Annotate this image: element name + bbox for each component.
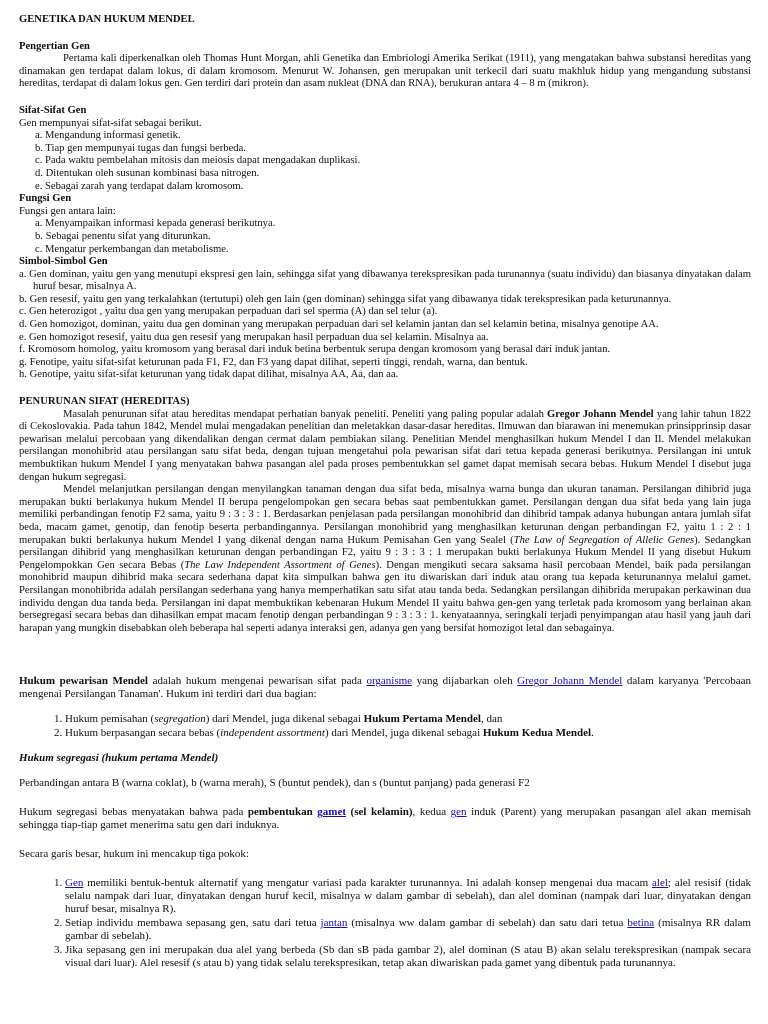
list-item [65,713,751,726]
link-organisme[interactable]: organisme [366,675,413,688]
text-run: Mendel melanjutkan persilangan dengan menyilangkan tanaman dengan dua sifat beda, misalnya warna bunga dan ukuran tanaman. Persilangan dihibrid juga merupakan bukti berlakunya hukum Mendel II berupa pengelompokan gen secara bebas saat pembentukkan gamet. Persilangan dengan dua sifat beda yang lain juga memiliki perbandingan fenotip F2 sama, yaitu 9 : 3 : 3 : 1. Berdasarkan penjelasan pada persilangan monohibrid dan dihibrid tampak adanya hubungan antara jumlah sifat beda, macam gamet, genotip, dan fenotip beserta perbandingannya. Persilangan monohibrid yang menghasilkan keturunan dengan perbandingan F2, yaitu 1 : 2 : 1 merupakan bukti berlakunya hukum Mendel I yang dikenal dengan nama Hukum Pemisahan Gen yang Sealel ( [19,484,751,546]
text-run: ) dari Mendel, juga dikenal sebagai [205,713,364,726]
text-run: adalah hukum mengenai pewarisan sifat pada [147,675,367,688]
text-run-italic: independent assortment [220,727,325,740]
text-run-italic: The Law Independent Assortment of Genes [184,559,376,571]
fungsi-intro: Fungsi gen antara lain: [19,205,116,217]
pokok-list [19,877,751,970]
list-item: b. Tiap gen mempunyai tugas dan fungsi berbeda. [35,142,246,154]
link-alel[interactable]: alel [652,877,668,890]
text-run: ). Sedangkan persilangan dihibrid yang menghasilkan keturunan dengan perbandingan F2, yaitu 9 : 3 : 3 : 1 merupakan bukti berlakunya Hukum Mendel II yang disebut Hukum Pengelompokkan Gen secara Bebas ( [19,534,752,571]
link-betina[interactable]: betina [627,917,655,930]
sifat-list [19,130,751,193]
list-item: a. Gen dominan, yaitu gen yang menutupi ekspresi gen lain, sehingga sifat yang dibawanya terekspresikan pada turunannya (suatu individu) dan biasanya dinyatakan dalam huruf besar, misalnya A. [19,268,751,293]
list-item: g. Fenotipe, yaitu sifat-sifat keturunan pada F1, F2, dan F3 yang dapat dilihat, seperti tinggi, rendah, warna, dan bentuk. [19,356,528,368]
paragraph-hukum-pewarisan [19,675,751,701]
paragraph-segregasi-bebas [19,806,751,832]
text-run: memiliki bentuk-bentuk alternatif yang mengatur variasi pada karakter turunannya. Ini adalah konsep mengenai dua macam [83,877,653,890]
list-item: 3. Jika sepasang gen ini merupakan dua alel yang berbeda (Sb dan sB pada gambar 2), alel dominan (S atau B) akan selalu terekspresikan (nampak secara visual dari luar). Alel resesif (s atau b) yang tidak selalu terekspresikan, tetap akan diwariskan pada gamet yang dibentuk pada turunannya. [65,944,751,970]
list-item: b. Sebagai penentu sifat yang diturunkan. [35,230,211,242]
text-run: ; alel resisif (tidak selalu nampak dari luar, dinyatakan dengan huruf kecil, misalnya w dalam gambar di sebelah), dan alel dominan (nampak dari luar, dinyatakan dengan huruf besar, misalnya R). [65,877,751,916]
text-run-italic: segregation [154,713,206,726]
paragraph-garis-besar: Secara garis besar, hukum ini mencakup tiga pokok: [19,848,249,861]
list-item: a. Mengandung informasi genetik. [35,130,181,142]
list-item: c. Pada waktu pembelahan mitosis dan meiosis dapat mengadakan duplikasi. [35,155,361,167]
paragraph-penurunan-2 [19,484,751,635]
text-run: . [591,727,594,740]
text-run: Masalah penurunan sifat atau hereditas mendapat perhatian banyak peneliti. Peneliti yang paling popular adalah [63,408,548,420]
simbol-list [19,269,751,382]
list-item: f. Kromosom homolog, yaitu kromosom yang berasal dari induk betina berbentuk serupa dengan kromosom yang berasal dari induk jantan. [19,344,611,356]
text-run: Hukum segregasi bebas menyatakan bahwa pada [19,806,248,819]
text-run: Hukum berpasangan secara bebas ( [65,727,221,740]
heading-hukum-segregasi: Hukum segregasi (hukum pertama Mendel) [19,752,219,765]
heading-penurunan-sifat: PENURUNAN SIFAT (HEREDITAS) [19,396,190,408]
text-run: , kedua [412,806,451,819]
text-run: Setiap individu membawa sepasang gen, satu dari tetua [65,917,321,930]
text-run: Hukum pemisahan ( [65,713,155,726]
text-run-bold: (sel kelamin) [346,806,413,819]
text-run: , dan [480,713,503,726]
link-gregor-mendel[interactable]: Gregor Johann Mendel [517,675,623,688]
text-run: yang dijabarkan oleh [412,675,518,688]
hukum-list [19,713,751,740]
paragraph-pengertian-gen: Pertama kali diperkenalkan oleh Thomas Hunt Morgan, ahli Genetika dan Embriologi Amerika Serikat (1911), yang mengatakan bahwa substansi hereditas yang dinamakan gen terdapat dalam lokus, di dalam kromosom. Menurut W. Johansen, gen merupakan unit terkecil dari suatu makhluk hidup yang mengandung substansi hereditas, terdapat di dalam lokus gen. Gen terdiri dari protein dan asam nukleat (DNA dan RNA), berukuran antara 4 – 8 m (mikron). [19,53,751,90]
document-page [19,14,751,971]
text-run-bold: Gregor Johann Mendel [547,408,654,420]
link-gamet[interactable]: gamet [317,806,346,819]
paragraph-perbandingan: Perbandingan antara B (warna coklat), b (warna merah), S (buntut pendek), dan s (buntut panjang) pada generasi F2 [19,777,530,790]
link-jantan[interactable]: jantan [320,917,348,930]
text-run: ) dari Mendel, juga dikenal sebagai [324,727,483,740]
heading-sifat-gen: Sifat-Sifat Gen [19,104,87,116]
document-title: GENETIKA DAN HUKUM MENDEL [19,14,195,25]
heading-pengertian-gen: Pengertian Gen [19,40,90,52]
text-run: (misalnya ww dalam gambar di sebelah) dan satu dari tetua [347,917,628,930]
fungsi-list [19,218,751,256]
list-item [65,917,751,943]
text-run-italic: The Law of Segregation of Allelic Genes [513,534,695,546]
text-run-bold: Hukum Pertama Mendel [363,713,481,726]
list-item [65,877,751,916]
list-item: a. Menyampaikan informasi kepada generasi berikutnya. [35,218,276,230]
text-run-bold: Hukum pewarisan Mendel [19,675,148,688]
text-run: induk (Parent) yang merupakan pasangan alel akan memisah sehingga tiap-tiap gamet menerima satu gen dari induknya. [19,806,752,832]
list-item: c. Gen heterozigot , yaitu dua gen yang merupakan perpaduan dari sel sperma (A) dan sel telur (a). [19,306,438,318]
list-item: e. Sebagai zarah yang terdapat dalam kromosom. [35,180,244,192]
list-item: e. Gen homozigot resesif, yaitu dua gen resesif yang merupakan hasil perpaduan dua sel kelamin. Misalnya aa. [19,331,489,343]
list-item: c. Mengatur perkembangan dan metabolisme. [35,243,229,255]
list-item [65,727,751,740]
list-item: d. Ditentukan oleh susunan kombinasi basa nitrogen. [35,167,260,179]
hukum-mendel-section [19,675,751,970]
paragraph-penurunan-1 [19,409,751,485]
text-run: dalam karyanya 'Percobaan mengenai Persilangan Tanaman'. Hukum ini terdiri dari dua bagian: [19,675,752,701]
text-run: ). Dengan mengikuti secara saksama hasil percobaan Mendel, baik pada persilangan monohibrid maupun dihibrid maka secara sederhana dapat kita simpulkan bahwa gen itu diwariskan dari induk atau orang tua kepada keturunannya melalui gamet. Persilangan monohibrida adalah persilangan sederhana yang hanya memperhatikan satu sifat atau tanda beda. Sedangkan persilangan dihibrida merupakan perkawinan dua individu dengan dua tanda beda. Persilangan ini dapat membuktikan kebenaran Hukum Mendel II yaitu bahwa gen-gen yang terletak pada kromosom yang berlainan akan bersegregasi secara bebas dan dihasilkan empat macam fenotip dengan perbandingan 9 : 3 : 3 : 1. kenyataannya, seringkali terjadi penyimpangan atau hasil yang jauh dari harapan yang mungkin disebabkan oleh beberapa hal seperti adanya interaksi gen, adanya gen yang bersifat homozigot letal dan sebagainya. [19,559,751,634]
list-item: b. Gen resesif, yaitu gen yang terkalahkan (tertutupi) oleh gen lain (gen dominan) sehingga sifat yang dibawanya tidak terekspresikan pada keturunannya. [19,293,672,305]
text-run-bold: Hukum Kedua Mendel [482,727,592,740]
link-gen[interactable]: gen [450,806,467,819]
heading-simbol-gen: Simbol-Simbol Gen [19,256,108,268]
list-item: d. Gen homozigot, dominan, yaitu dua gen dominan yang merupakan perpaduan dari sel kelamin jantan dan sel kelamin betina, misalnya genotipe AA. [19,319,659,331]
link-gen[interactable]: Gen [65,877,84,890]
heading-fungsi-gen: Fungsi Gen [19,193,72,205]
list-item: h. Genotipe, yaitu sifat-sifat keturunan yang tidak dapat dilihat, misalnya AA, Aa, dan aa. [19,369,399,381]
text-run: yang lahir tahun 1822 di Cekoslovakia. Pada tahun 1842, Mendel mulai mengadakan penelitian dan meletakkan dasar-dasar hereditas. Ilmuwan dan biarawan ini menemukan prinsipprinsip dasar pewarisan melalui percobaan yang dikendalikan dengan cermat dalam pembiakan silang. Penelitian Mendel menghasilkan hukum Mendel I dan II. Mendel melakukan persilangan monohibrid atau persilangan satu sifat beda, dengan tujuan mengetahui pola pewarisan sifat dari tetua kepada generasi berikutnya. Persilangan ini untuk membuktikan hukum Mendel I yang menyatakan bahwa pasangan alel pada proses pembentukkan sel gamet dapat memisah secara bebas. Hukum Mendel I disebut juga dengan hukum segregasi. [19,408,751,483]
sifat-intro: Gen mempunyai sifat-sifat sebagai berikut. [19,117,202,129]
text-run-bold: pembentukan [247,806,318,819]
text-run: (misalnya RR dalam gambar di sebelah). [65,917,751,943]
